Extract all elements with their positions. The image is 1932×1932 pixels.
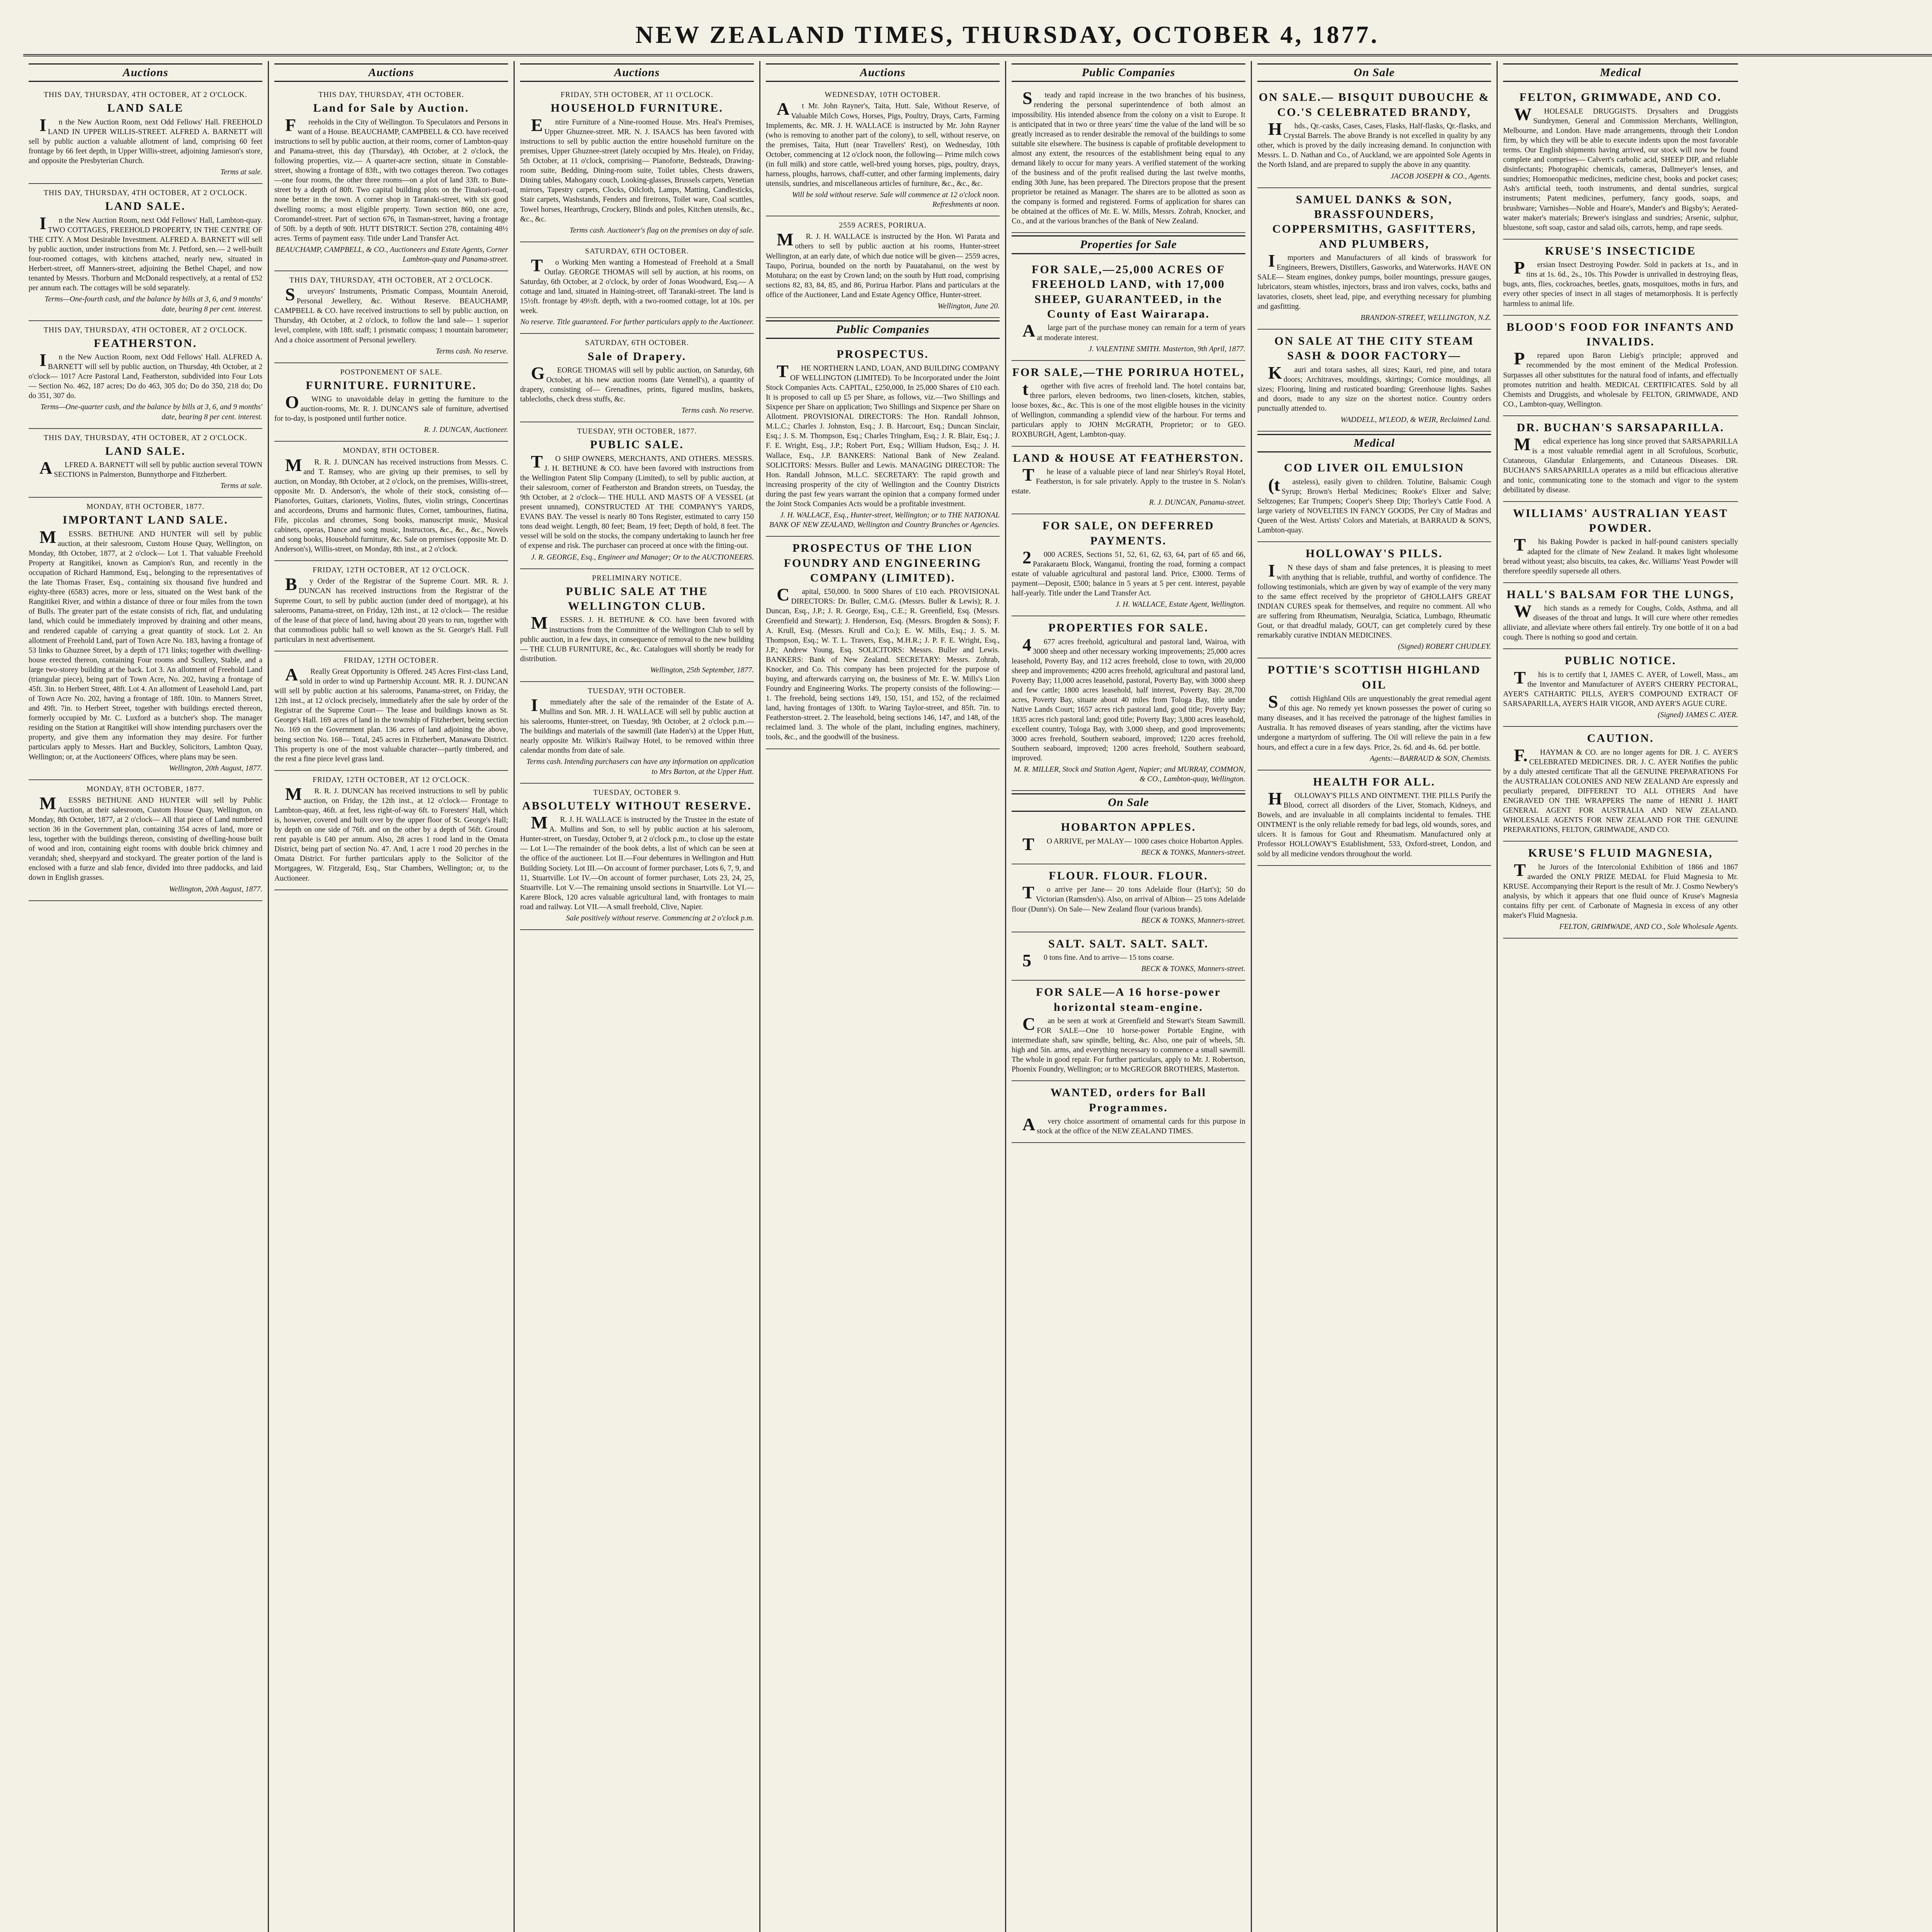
ad-signature: Sale positively without reserve. Commencing at 2 o'clock p.m. xyxy=(566,914,754,922)
ad-title: COD LIVER OIL EMULSION xyxy=(1284,461,1464,474)
section-heading: Auctions xyxy=(29,63,262,82)
ad-body: Persian Insect Destroying Powder. Sold in packets at 1s., and in tins at 1s. 6d., 2s., 10s. This Powder is unrivalled in destroying fleas, bugs, ants, flies, cockroaches, beetles, gnats, mosquitoes, moths in furs, and every other species of insect in all stages of metamorphosis. It is perfectly harmless to animal life. xyxy=(1503,258,1738,308)
ad-title: FELTON, GRIMWADE, AND CO. xyxy=(1519,91,1722,104)
ad-body: Freeholds in the City of Wellington. To Speculators and Persons in want of a House. BEAUCHAMP, CAMPBELL & CO. have received instructions to sell by public auction, at their rooms, corner of Lambton-quay and Panama-street, this day (Thursday), 4th October, at 2 o'clock, the following properties, viz.— A quarter-acre section, situate in Constable-street, showing a frontage of 83ft., with two cottages thereon. Two cottages—one four rooms, the other three rooms—on a plot of land 33ft. to Bute-street by a depth of 80ft. Two capital building plots on the Tinakori-road, none better in the town. A corner shop in Taranaki-street, with six good dwelling rooms; a most eligible property. Town section 860, one acre, Coromandel-street. Part of section 676, in Tasman-street, having a frontage of 50ft. by a depth of 90ft. HUTT DISTRICT. Section 278, containing 48½ acres. Terms of payment easy. Title under Land Transfer Act. xyxy=(274,115,508,243)
ad-signature: J. VALENTINE SMITH. Masterton, 9th April, 1877. xyxy=(1088,345,1245,353)
ad-body: 2000 ACRES, Sections 51, 52, 61, 62, 63, 64, part of 65 and 66, Parakaraetu Block, Wanganui, fronting the road, forming a compact estate of valuable agricultural and pastoral land. Price, £3000. Terms of payment—Deposit, £500; balance in 5 years at 5 per cent. interest, payable half-yearly. Title under the Land Transfer Act. xyxy=(1012,548,1245,598)
ad-dateline: THIS DAY, THURSDAY, 4TH OCTOBER. xyxy=(318,91,464,99)
ad-body: In the New Auction Room, next Odd Fellows' Hall. FREEHOLD LAND IN UPPER WILLIS-STREET. ALFRED A. BARNETT will sell by public auction a valuable allotment of land, comprising 60 feet frontage by 66 feet depth, in Upper Willis-street, adjoining Jamieson's store, and opposite the Presbyterian Church. xyxy=(29,115,262,165)
section-heading: On Sale xyxy=(1012,793,1245,812)
ad-title: PROSPECTUS OF THE LION FOUNDRY AND ENGINEERING COMPANY (LIMITED). xyxy=(784,542,982,584)
ad-signature: Terms cash. Intending purchasers can have any information on application to Mrs Barton, at the Upper Hutt. xyxy=(526,758,754,776)
ad-signature: JACOB JOSEPH & CO., Agents. xyxy=(1390,172,1491,180)
advertisement xyxy=(29,780,262,901)
advertisement xyxy=(1257,188,1491,330)
ad-title: FOR SALE,—25,000 ACRES OF FREEHOLD LAND, with 17,000 SHEEP, GUARANTEED, in the County of East Wairarapa. xyxy=(1032,263,1225,321)
ad-dateline: TUESDAY, 9TH OCTOBER. xyxy=(588,687,686,695)
ad-title: KRUSE'S INSECTICIDE xyxy=(1545,244,1696,257)
ad-body: 4677 acres freehold, agricultural and pastoral land, Wairoa, with 3000 sheep and other necessary working improvements; 25,000 acres leasehold, Poverty Bay, and 112 acres freehold, close to town, with 20,000 sheep and improvements; 4200 acres freehold, agricultural and pastoral land, Poverty Bay; 11,000 acres leasehold, pastoral, Poverty Bay, with 3000 sheep and few cattle; 1800 acres leasehold, half interest, Poverty Bay. 28,700 acres, Poverty Bay, situate about 40 miles from Tologa Bay, title under Native Lands Court; 1657 acres rich pastoral land, good title; Poverty Bay; 1835 acres rich pastoral land; good title; Poverty Bay; 3,800 acres leasehold, excellent country, Tologa Bay, with 3,000 sheep, and good improvements; 3000 acres freehold, Southern seaboard, improved; 1220 acres freehold, Southern seaboard, improved; 1200 acres freehold, Southern seaboard, improved. xyxy=(1012,634,1245,762)
ad-body: Kauri and totara sashes, all sizes; Kauri, red pine, and totara doors; Architraves, mouldings, skirtings; Cornice mouldings, all sizes; Flooring, lining and rusticated boarding; Greenhouse lights. Sashes and doors, made to any size on the shortest notice. Country orders punctually attended to. xyxy=(1257,362,1491,413)
ad-body: WHOLESALE DRUGGISTS. Drysalters and Druggists Sundrymen, General and Commission Merchants, Wellington, Melbourne, and London. Have made arrangements, through their London firm, by which they will be able to execute indents upon the most favorable terms. Our English shipments having arrived, our stock will now be found complete and comprises— Calvert's carbolic acid, SHEEP DIP, and reliable disinfectants; Photographic chemicals, cameras, Dallmeyer's lenses, and sundries; Homoeopathic medicines, medicine chest, books and pocket cases; Ash's artificial teeth, tooth instruments, and dental sundries, surgical instruments; Patent medicines, perfumery, fancy goods, soaps, and brushware; Varnishes—Noble and Hoare's, Mander's and Bigsby's; Aerated-water maker's materials; Brewer's isinglass and sundries; Arsenic, sulphur, bluestone, soft soap, castor and salad oils, carrots, hemp, and rape seeds. xyxy=(1503,104,1738,232)
advertisement xyxy=(1503,240,1738,316)
advertisement xyxy=(1012,932,1245,981)
advertisement xyxy=(1257,330,1491,432)
advertisement xyxy=(1012,361,1245,447)
ad-body: F.HAYMAN & CO. are no longer agents for DR. J. C. AYER'S CELEBRATED MEDICINES. DR. J. C. AYER Notifies the public by a duly attested certificate That all the GENUINE PREPARATIONS For the AUSTRALIAN COLONIES AND NEW ZEALAND Are expressly and peculiarly prepared, DIFFERENT TO ALL OTHERS And have ENGRAVED ON THE WRAPPERS The name of HENRI J. HART GENERAL AGENT FOR AUSTRALIA AND NEW ZEALAND. WHOLESALE AGENTS FOR NEW ZEALAND FOR THE GENUINE PREPARATIONS, FELTON, GRIMWADE, AND CO. xyxy=(1503,745,1738,834)
advertisement xyxy=(1503,86,1738,239)
ad-dateline: FRIDAY, 5TH OCTOBER, AT 11 O'CLOCK. xyxy=(560,91,714,99)
ad-body: ALFRED A. BARNETT will sell by public auction several TOWN SECTIONS in Palmerston, Bunnythorpe and Fitzherbert. xyxy=(39,458,262,479)
ad-body: MR. J. H. WALLACE is instructed by the Hon. Wi Parata and others to sell by public auction at his rooms, Hunter-street Wellington, at an early date, of which due notice will be given— 2559 acres, Taupo, Porirua, bounded on the north by Pauatahanui, on the west by Motuhara; on the east by Crown land; on the south by Hutt road, comprising sections 82, 83, 84, 85, and 86, Porirua Harbor. Plans and particulars at the office of the Auctioneer, Land and Estate Agency Office, Hunter-street. xyxy=(766,230,1000,299)
ad-title: LAND SALE. xyxy=(105,444,186,457)
ad-dateline: PRELIMINARY NOTICE. xyxy=(592,574,682,582)
advertisement xyxy=(1503,416,1738,502)
column-7 xyxy=(1498,61,1743,1932)
ad-dateline: TUESDAY, OCTOBER 9. xyxy=(593,788,681,797)
advertisement xyxy=(1012,1081,1245,1143)
advertisement xyxy=(1012,258,1245,361)
ad-body: Avery choice assortment of ornamental cards for this purpose in stock at the office of the NEW ZEALAND TIMES. xyxy=(1022,1114,1245,1136)
ad-body: This is to certify that I, JAMES C. AYER, of Lowell, Mass., am the Inventor and Manufacturer of AYER'S CHERRY PECTORAL, AYER'S CATHARTIC PILLS, AYER'S COMPOUND EXTRACT OF SARSAPARILLA, AYER'S HAIR VIGOR, AND AYER'S AGUE CURE. xyxy=(1503,667,1738,708)
advertisement xyxy=(274,86,508,271)
ad-body: In the New Auction Room, next Odd Fellows' Hall. ALFRED A. BARNETT will sell by public auction, on Thursday, 4th October, at 2 o'clock— 1017 Acre Pastoral Land, Featherston, subdivided into Four Lots— Section No. 462, 187 acres; Do do 463, 305 do; Do do 350, 218 do; Do do 351, 307 do. xyxy=(29,350,262,400)
ad-title: FOR SALE—A 16 horse-power horizontal steam-engine. xyxy=(1036,986,1221,1014)
advertisement xyxy=(1257,770,1491,866)
masthead: NEW ZEALAND TIMES, THURSDAY, OCTOBER 4, 1877. xyxy=(23,15,1932,56)
ad-title: ABSOLUTELY WITHOUT RESERVE. xyxy=(522,799,752,812)
ad-signature: Wellington, 20th August, 1877. xyxy=(169,885,262,893)
advertisement xyxy=(274,771,508,890)
ad-body: Scottish Highland Oils are unquestionably the great remedial agent of this age. No remedy yet known possesses the power of curing so many diseases, and it has received the patronage of the highest families in Australia. It has removed diseases of years standing, after the victims have undergone a martyrdom of suffering. The Oil will relieve the pain in a few hours, and effect a cure in a few days. Price, 2s. 6d. and 4s. 6d. per bottle. xyxy=(1257,692,1491,752)
ad-signature: R. J. DUNCAN, Panama-street. xyxy=(1149,498,1245,507)
advertisement xyxy=(1257,542,1491,658)
ad-dateline: FRIDAY, 12TH OCTOBER, AT 12 O'CLOCK. xyxy=(313,566,470,575)
advertisement xyxy=(1257,658,1491,770)
ad-dateline: SATURDAY, 6TH OCTOBER. xyxy=(585,339,689,347)
ad-body: (tasteless), easily given to children. Tolutine, Balsamic Cough Syrup; Brown's Herbal Medicines; Rooke's Elixer and Salve; Seltzogenes; Ear Trumpets; Cooper's Sheep Dip; Thorley's Cattle Food. A large variety of NOVELTIES IN FANCY GOODS, Per City of Madras and Queen of the West. Artists' Colors and Materials, at BARRAUD & SON'S, Lambton-quay. xyxy=(1257,474,1491,535)
ad-signature: BRANDON-STREET, WELLINGTON, N.Z. xyxy=(1361,313,1491,322)
ad-title: HOLLOWAY'S PILLS. xyxy=(1306,547,1443,560)
ad-dateline: FRIDAY, 12TH OCTOBER. xyxy=(344,656,439,665)
ad-title: WILLIAMS' AUSTRALIAN YEAST POWDER. xyxy=(1513,507,1728,535)
advertisement xyxy=(1503,583,1738,650)
ad-title: LAND & HOUSE AT FEATHERSTON. xyxy=(1013,451,1244,464)
ad-body: Importers and Manufacturers of all kinds of brasswork for Engineers, Brewers, Distillers, Gasworks, and Waterworks. HAVE ON SALE— Steam engines, donkey pumps, boiler mountings, pressure gauges, lubricators, steam whistles, injectors, brass and iron valves, cocks, baths and lavatories, closets, sheet lead, pipe, and everything necessary for plumbing and gasfitting. xyxy=(1257,251,1491,311)
advertisement xyxy=(766,343,1000,537)
ad-dateline: POSTPONEMENT OF SALE. xyxy=(340,368,442,376)
ad-title: PROPERTIES FOR SALE. xyxy=(1048,621,1209,634)
ad-body: By Order of the Registrar of the Supreme Court. MR. R. J. DUNCAN has received instructions from the Registrar of the Supreme Court, to sell by public auction (under deed of mortgage), at his salerooms, Panama-street, on Friday, 12th inst., at 12 o'clock— The residue of the lease of that piece of land, having about 20 years to run, together with that commodious public hall so well known as the St. George's Hall. Full particulars in next advertisement. xyxy=(274,574,508,644)
ad-title: FLOUR. FLOUR. FLOUR. xyxy=(1049,869,1208,882)
ad-body: Prepared upon Baron Liebig's principle; approved and recommended by the most eminent of the Medical Profession. Surpasses all other substitutes for the natural food of infants, and effectually promotes nutrition and health. MEDICAL CERTIFICATES. Sold by all Chemists and Druggists, and wholesale by FELTON, GRIMWADE, AND CO., Lambton-quay, Wellington. xyxy=(1503,349,1738,408)
ad-signature: Terms cash. No reserve. xyxy=(681,406,754,415)
ad-body: together with five acres of freehold land. The hotel contains bar, three parlors, eleven bedrooms, two linen-closets, kitchen, stables, loose boxes, &c., &c. This is one of the most eligible houses in the vicinity of Wellington, commanding a splendid view of the harbour. For terms and particulars apply to JOHN McGRATH, Proprietor; or to GEO. ROXBURGH, Agent, Lambton-quay. xyxy=(1012,379,1245,439)
ad-dateline: SATURDAY, 6TH OCTOBER. xyxy=(585,247,689,255)
ad-body: The lease of a valuable piece of land near Shirley's Royal Hotel, Featherston, is for sale privately. Apply to the trustee in S. Nolan's estate. xyxy=(1012,464,1245,496)
ad-title: ON SALE AT THE CITY STEAM SASH & DOOR FACTORY— xyxy=(1274,334,1474,362)
advertisement xyxy=(1012,514,1245,616)
column-4 xyxy=(760,61,1006,1932)
ad-title: SAMUEL DANKS & SON, BRASSFOUNDERS, COPPERSMITHS, GASFITTERS, AND PLUMBERS, xyxy=(1272,193,1476,250)
ad-signature: BECK & TONKS, Manners-street. xyxy=(1141,916,1245,925)
ad-dateline: FRIDAY, 12TH OCTOBER, AT 12 O'CLOCK. xyxy=(313,776,470,784)
ad-body: Capital, £50,000. In 5000 Shares of £10 each. PROVISIONAL DIRECTORS: Dr. Buller, C.M.G. (Messrs. Buller & Lewis); R. J. Duncan, Esq., J.P.; J. R. George, Esq., C.E.; R. Greenfield, Esq. (Messrs. Greenfield and Stewart); J. Henderson, Esq. (Messrs. Brogden & Sons); F. A. Krull, Esq. (Messrs. Krull and Co.); E. W. Mills, Esq.; J. S. M. Thompson, Esq.; W. T. L. Travers, Esq., M.H.R.; J. P. F. E. Wright, Esq., J.P.; Andrew Young, Esq. SOLICITORS: Messrs. Buller and Lewis. BANKERS: Bank of New Zealand. SECRETARY: Messrs. Zohrab, Knocker, and Co. This company has been projected for the purpose of buying, and afterwards carrying on, the business of Mr. E. W. Mills's Lion Foundry and Engineering Works. The property consists of the following:— 1. The freehold, being sections 149, 150, 151, and 152, of the reclaimed land, having frontages of 130ft. to Waring Taylor-street, and 85ft. 7in. to Featherston-street. 2. The leasehold, being sections 146, 147, and 148, of the reclaimed land. 3. The whole of the plant, including engines, machinery, tools, &c., and the goodwill of the business. xyxy=(766,585,1000,742)
advertisement xyxy=(1012,447,1245,515)
ad-dateline: MONDAY, 8TH OCTOBER, 1877. xyxy=(86,503,205,511)
column-6 xyxy=(1252,61,1498,1932)
ad-dateline: TUESDAY, 9TH OCTOBER, 1877. xyxy=(577,427,697,436)
ad-title: HOUSEHOLD FURNITURE. xyxy=(551,102,723,115)
ad-signature: R. J. DUNCAN, Auctioneer. xyxy=(424,426,508,434)
ad-title: PROSPECTUS. xyxy=(837,348,929,361)
ad-body: MR. R. J. DUNCAN has received instructions to sell by public auction, on Friday, the 12th inst., at 12 o'clock— Frontage to Lambton-quay, 46ft. at feet, less right-of-way 6ft. to Foresters' Hall, which is, however, covered and built over by the upper floor of St. George's Hall; by depth on one side of 76ft. and on the other by a depth of 56ft. Ground rent payable is £40 per annum. Also, 28 acres 1 rood land in the Omata District, being part of section No. 47. And, 1 acre 1 rood 20 perches in the Omata District. For further particulars apply to the Solicitor of the Mortgagees, W. Fitzgerald, Esq., Star Chambers, Wellington; or, to the Auctioneer. xyxy=(274,784,508,883)
ad-dateline: MONDAY, 8TH OCTOBER. xyxy=(343,447,440,455)
advertisement xyxy=(1503,502,1738,583)
ad-title: HOBARTON APPLES. xyxy=(1061,821,1196,834)
advertisement xyxy=(274,271,508,363)
ad-title: HEALTH FOR ALL. xyxy=(1313,775,1435,788)
advertisement xyxy=(1012,816,1245,864)
ad-dateline: THIS DAY, THURSDAY, 4TH OCTOBER, AT 2 O'CLOCK. xyxy=(44,91,247,99)
column-2 xyxy=(269,61,515,1932)
ad-title: ON SALE.— BISQUIT DUBOUCHE & CO.'S CELEBRATED BRANDY, xyxy=(1259,91,1490,119)
ad-signature: WADDELL, M'LEOD, & WEIR, Reclaimed Land. xyxy=(1340,415,1491,424)
ad-title: IMPORTANT LAND SALE. xyxy=(63,514,228,527)
ad-title: Sale of Drapery. xyxy=(587,350,687,363)
ad-dateline: THIS DAY, THURSDAY, 4TH OCTOBER, AT 2 O'CLOCK. xyxy=(44,434,247,442)
ad-body: MR. J. H. WALLACE is instructed by the Trustee in the estate of A. Mullins and Son, to sell by public auction at his saleroom, Hunter-street, on Tuesday, October 9, at 2 o'clock p.m., to close up the estate— Lot I.—The remainder of the book debts, a list of which can be seen at the office of the auctioneer. Lot II.—Four debentures in Wellington and Hutt Building Society. Lot III.—On account of former purchaser, Lots 6, 7, 9, and 11, Stuartville. Lot IV.—On account of former purchaser, Lots 23, 24, 25, Stuartville. Lot V.—The remaining unsold sections in Stuartville. Lot VI.—Karere Block, 120 acres valuable agricultural land, with frontages to main road and railway. Lot VII.—A small freehold, Clive, Napier. xyxy=(520,813,754,911)
ad-body: Hhds., Qr.-casks, Cases, Cases, Flasks, Half-flasks, Qr.-flasks, and Crystal Barrels. The above Brandy is not excelled in quality by any other, which is proved by the daily increasing demand. In conjunction with Messrs. L. D. Nathan and Co., of Auckland, we are appointed Sole Agents in the North Island, and are prepared to supply the above in any quantity. xyxy=(1257,119,1491,169)
ad-body: Steady and rapid increase in the two branches of his business, rendering the personal superintendence of both almost an impossibility. His intended absence from the colony on a visit to Europe. It is anticipated that in two or three years' time the value of the land will be so greatly increased as to render desirable the removal of the buildings to some suitable site elsewhere. The business is capable of profitable development to almost any extent, the resources of the establishment being equal to any demand likely to occur for many years. A verified statement of the working of the business and of the profit realised during the last twelve months, ending 30th June, has been prepared. The Directors propose that the present proprietor be retained as Manager. The shares are to be allotted as soon as the company is formed and registered. Forms of application for shares can be obtained at the offices of Mr. E. W. Mills, Messrs. Zohrab, Knocker, and Co., and at the various branches of the Bank of New Zealand. xyxy=(1012,88,1245,226)
ad-dateline: WEDNESDAY, 10TH OCTOBER. xyxy=(825,91,941,99)
ad-body: Surveyors' Instruments, Prismatic Compass, Mountain Aneroid, Personal Jewellery, &c. Without Reserve. BEAUCHAMP, CAMPBELL & CO. have received instructions to sell by public auction, on Thursday, 4th October, at 2 o'clock, to follow the land sale— 1 superior level, complete, with 18ft. staff; 1 prismatic compass; 1 mountain barometer; And a choice assortment of Personal jewellery. xyxy=(274,284,508,344)
ad-signature: Terms cash. No reserve. xyxy=(435,347,508,355)
advertisement xyxy=(520,682,754,784)
ad-dateline: 2559 ACRES, PORIRUA. xyxy=(839,221,927,230)
ad-signature: BEAUCHAMP, CAMPBELL, & CO., Auctioneers and Estate Agents, Corner Lambton-quay and Panama-street. xyxy=(276,245,508,264)
advertisement xyxy=(1503,842,1738,939)
ad-signature: BECK & TONKS, Manners-street. xyxy=(1141,848,1245,857)
ad-body: Entire Furniture of a Nine-roomed House. Mrs. Heal's Premises, Upper Ghuznee-street. MR. N. J. ISAACS has been favored with instructions to sell by public auction the entire household furniture on the premises, Upper Ghuznee-street (lately occupied by Mrs. Heale), on Friday, 5th October, at 11 o'clock, comprising— Pianoforte, Bedsteads, Drawing-room suite, Bedding, Dining-room suite, Toilet tables, Chests drawers, Dining tables, Mahogany couch, Looking-glasses, Brussels carpets, Venetian mirrors, Tapestry carpets, Clocks, Oilcloth, Lamps, Matting, Candlesticks, Stair carpets, Washstands, Fenders and fireirons, Toilet ware, Coal scuttles, Towel horses, Hearthrugs, Crockery, Blinds and poles, Kitchen utensils, &c., &c., &c. xyxy=(520,115,754,223)
advertisement xyxy=(766,216,1000,318)
ad-signature: Terms at sale. xyxy=(220,482,262,490)
ad-signature: (Signed) ROBERT CHUDLEY. xyxy=(1398,643,1491,651)
ad-title: FOR SALE,—THE PORIRUA HOTEL, xyxy=(1012,366,1245,379)
ad-title: KRUSE'S FLUID MAGNESIA, xyxy=(1528,847,1713,860)
advertisement xyxy=(520,569,754,682)
ad-body: At Mr. John Rayner's, Taita, Hutt. Sale, Without Reserve, of Valuable Milch Cows, Horses, Pigs, Poultry, Drays, Carts, Farming Implements, &c. MR. J. H. WALLACE is instructed by Mr. John Rayner (who is removing to another part of the colony), to sell, without reserve, on the premises, Taita, Hutt (near Travellers' Rest), on Wednesday, 10th October, commencing at 12 o'clock noon, the following— Prime milch cows (in full milk) and store cattle, well-bred young horses, pigs, poultry, drays, harness, ploughs, harrows, chaff-cutter, and other farming implements, dairy utensils, sundries, and miscellaneous articles of furniture, &c., &c., &c. xyxy=(766,99,1000,188)
advertisement xyxy=(1012,864,1245,932)
ad-title: FURNITURE. FURNITURE. xyxy=(306,379,477,392)
ad-title: LAND SALE xyxy=(107,102,184,115)
column-1 xyxy=(23,61,269,1932)
advertisement xyxy=(520,86,754,242)
ad-body: HOLLOWAY'S PILLS AND OINTMENT. THE PILLS Purify the Blood, correct all disorders of the Liver, Stomach, Kidneys, and Bowels, and are invaluable in all complaints incidental to females. THE OINTMENT is the only reliable remedy for bad legs, old wounds, sores, and ulcers. It is famous for Gout and Rheumatism. Manufactured only at Professor HOLLOWAY'S Establishment, 533, Oxford-street, London, and sold by all medicine vendors throughout the world. xyxy=(1257,789,1491,858)
ad-signature: Terms—One-fourth cash, and the balance by bills at 3, 6, and 9 months' date, bearing 8 per cent. interest. xyxy=(44,295,262,313)
advertisement xyxy=(1503,727,1738,842)
ad-signature: J. H. WALLACE, Esq., Hunter-street, Wellington; or to THE NATIONAL BANK OF NEW ZEALAND, Wellington and Country Branches or Agencies. xyxy=(769,511,1000,529)
ad-body: OWING to unavoidable delay in getting the furniture to the auction-rooms, Mr. R. J. DUNCAN'S sale of furniture, advertised for to-day, is postponed until further notice. xyxy=(274,392,508,423)
advertisement xyxy=(766,86,1000,216)
column-5 xyxy=(1006,61,1252,1932)
ad-body: In the New Auction Room, next Odd Fellows' Hall, Lambton-quay. TWO COTTAGES, FREEHOLD PROPERTY, IN THE CENTRE OF THE CITY. A Most Desirable Investment. ALFRED A. BARNETT will sell by public auction, under instructions from Mr. J. Petford, sen.— 2 well-built four-roomed cottages, with kitchens attached, nearly new, situated in Herbert-street, off Manners-street, adjoining the Bethel Chapel, and now tenanted by Messrs. Thorburn and McDonald respectively, at a rental of £52 per annum each. The cottages will be sold separately. xyxy=(29,213,262,293)
ad-body: MESSRS. J. H. BETHUNE & CO. have been favored with instructions from the Committee of the Wellington Club to sell by public auction, in a few days, in consequence of removal to the new building— THE CLUB FURNITURE, &c., &c. Catalogues will shortly be ready for distribution. xyxy=(520,613,754,663)
ad-signature: Terms—One-quarter cash, and the balance by bills at 3, 6, and 9 months' date, bearing 8 per cent. interest. xyxy=(40,403,262,421)
ad-body: TO ARRIVE, per MALAY— 1000 cases choice Hobarton Apples. xyxy=(1022,834,1244,854)
ad-signature: Wellington, 25th September, 1877. xyxy=(650,666,754,674)
advertisement xyxy=(766,537,1000,749)
ad-title: LAND SALE. xyxy=(105,200,186,213)
section-heading: Medical xyxy=(1503,63,1738,82)
advertisement xyxy=(29,321,262,429)
ad-body: To arrive per Jane— 20 tons Adelaide flour (Hart's); 50 do Victorian (Ramsden's). Also, on arrival of Albion— 25 tons Adelaide flour (Dunn's). On Sale— New Zealand flour (various brands). xyxy=(1012,883,1245,913)
ad-signature: Agents:—BARRAUD & SON, Chemists. xyxy=(1369,754,1491,763)
ad-body: GEORGE THOMAS will sell by public auction, on Saturday, 6th October, at his new auction rooms (late Vennell's), a quantity of drapery, consisting of— Grenadines, prints, figured muslins, baskets, tablecloths, check dress stuffs, &c. xyxy=(520,363,754,404)
advertisement xyxy=(274,442,508,561)
section-heading: Properties for Sale xyxy=(1012,235,1245,254)
section-heading: Auctions xyxy=(766,63,1000,82)
advertisement xyxy=(274,561,508,651)
ad-signature: J. H. WALLACE, Estate Agent, Wellington. xyxy=(1115,600,1245,609)
ad-title: Land for Sale by Auction. xyxy=(313,102,469,115)
ad-signature: Wellington, 20th August, 1877. xyxy=(169,764,262,772)
ad-body: MR. R. J. DUNCAN has received instructions from Messrs. C. and T. Ramsey, who are giving up their premises, to sell by auction, on Monday, 8th October, at 2 o'clock, on the premises, Willis-street, opposite Mr. D. Anderson's, the whole of their stock, consisting of— Pianofortes, Guitars, clarionets, Violins, flutes, violin strings, Concertinas and accordeons, Drums and harmonic flutes, Cornet, tambourines, fiatina, Fife, piccolas and chromes, Song books, manuscript music, Musical cabinets, operas, Dance and song music, Instructors, &c., &c., &c., Novels and song books, Household furniture, &c. Sale on premises (opposite Mr. D. Anderson's), Willis-street, on Monday, 8th inst., at 2 o'clock. xyxy=(274,455,508,554)
ad-title: HALL'S BALSAM FOR THE LUNGS, xyxy=(1507,588,1735,601)
ad-body: MESSRS BETHUNE AND HUNTER will sell by Public Auction, at their salesroom, Custom House Quay, Wellington, on Monday, 8th October, 1877, at 2 o'clock— All that piece of Land numbered section 36 in the Government plan, containing 354 acres of land, more or less, together with the buildings thereon, consisting of dwelling-house built of wood and iron, containing eight rooms with double brick chimney and verandah; shed, sheepyard and stockyard. The greater portion of the land is enclosed with a furze and slab fence, divided into three paddocks, and laid down in English grasses. xyxy=(29,793,262,882)
advertisement xyxy=(520,242,754,334)
advertisement xyxy=(1012,616,1245,791)
ad-signature: (Signed) JAMES C. AYER. xyxy=(1657,711,1738,719)
ad-title: PUBLIC SALE. xyxy=(590,438,684,451)
ad-dateline: MONDAY, 8TH OCTOBER, 1877. xyxy=(86,785,205,793)
ad-signature: M. R. MILLER, Stock and Station Agent, Napier; and MURRAY, COMMON, & CO., Lambton-quay, Wellington. xyxy=(1014,765,1245,783)
advertisement xyxy=(274,363,508,442)
ad-signature: FELTON, GRIMWADE, AND CO., Sole Wholesale Agents. xyxy=(1559,923,1738,931)
section-heading: Auctions xyxy=(274,63,508,82)
ad-title: POTTIE'S SCOTTISH HIGHLAND OIL xyxy=(1267,663,1481,691)
ad-signature: Terms at sale. xyxy=(220,168,262,177)
advertisement xyxy=(29,498,262,780)
advertisement xyxy=(1257,86,1491,188)
ad-signature: No reserve. Title guaranteed. For further particulars apply to the Auctioneer. xyxy=(520,318,754,327)
ad-body: Which stands as a remedy for Coughs, Colds, Asthma, and all diseases of the throat and lungs. It will cure where other remedies alliviate, and alleviate where others fail entirely. Try one bottle of it on a bad cough. There is nothing so good and certain. xyxy=(1503,601,1738,642)
advertisement xyxy=(1012,981,1245,1081)
ad-body: Immediately after the sale of the remainder of the Estate of A. Mullins and Son. MR. J. H. WALLACE will sell by public auction at his salerooms, Hunter-street, on Tuesday, 9th October, at 2 o'clock p.m.— The buildings and materials of the sawmill (late Haden's) at the Upper Hutt, nearly opposite Mr. Wilkin's Railway Hotel, to be removed within three calendar months from date of sale. xyxy=(520,695,754,755)
ad-dateline: THIS DAY, THURSDAY, 4TH OCTOBER, AT 2 O'CLOCK. xyxy=(289,276,493,285)
ad-body: TO SHIP OWNERS, MERCHANTS, AND OTHERS. MESSRS. J. H. BETHUNE & CO. have been favored with instructions from the Wellington Patent Slip Company (Limited), to sell by public auction, at their salesroom, corner of Featherston and Brandon streets, on Tuesday, the 9th October, at 2 o'clock— THE HULL AND MASTS OF A VESSEL (at present unnamed), CONSTRUCTED AT THE COMPANY'S YARDS, EVANS BAY. The vessel is nearly 80 Tons Register, estimated to carry 150 tons dead weight. Length, 80 feet; Beam, 19 feet; Depth of hold, 8 feet. The vessel will be sold on the stocks, the company undertaking to launch her free of expense and risk. The purchaser can proceed at once with the fitting-out. xyxy=(520,451,754,550)
ad-signature: Terms cash. Auctioneer's flag on the premises on day of sale. xyxy=(570,226,754,235)
section-heading: Public Companies xyxy=(766,320,1000,339)
advertisement xyxy=(29,86,262,184)
ad-body: AReally Great Opportunity is Offered. 245 Acres First-class Land, sold in order to wind up Partnership Account. MR. R. J. DUNCAN will sell by public auction at his salerooms, Panama-street, on Friday, the 12th inst., at 12 o'clock precisely, immediately after the sale by order of the Registrar of the Supreme Court— The lease and buildings known as St. George's Hall. 169 acres of land in the township of Fitzherbert, being section No. 169 on the Government plan. 136 acres of land adjoining the above, being section No. 168— Total, 245 acres in Fitzherbert, Manawatu District. This property is one of the most valuable character—partly timbered, and the rest a fine piece level grass land. xyxy=(274,665,508,763)
advertisement xyxy=(520,784,754,930)
advertisement xyxy=(1257,456,1491,542)
ad-body: IN these days of sham and false pretences, it is pleasing to meet with anything that is reliable, truthful, and worthy of confidence. The following testimonials, which are given by way of example of the very many to the same effect received by the proprietor of GHOLLAH'S GREAT INDIAN CURES speak for themselves, and require no comment. All who are suffering from Rheumatism, Neuralgia, Sciatica, Lumbago, Rheumatic Gout, or that dreadful malady, GOUT, can get completely cured by these remarkably curative INDIAN MEDICINES. xyxy=(1257,560,1491,640)
columns xyxy=(23,61,1932,1932)
ad-title: DR. BUCHAN'S SARSAPARILLA. xyxy=(1517,421,1725,434)
ad-title: FOR SALE, ON DEFERRED PAYMENTS. xyxy=(1043,519,1214,547)
advertisement xyxy=(1503,316,1738,416)
ad-dateline: THIS DAY, THURSDAY, 4TH OCTOBER, AT 2 O'CLOCK. xyxy=(44,326,247,334)
ad-body: Medical experience has long since proved that SARSAPARILLA is a most valuable remedial agent in all Scrofulous, Scorbutic, Cutaneous, Glandular Enlargements, and Cutaneous Diseases. DR. BUCHAN'S SARSAPARILLA operates as a mild but efficacious alterative and tonic, communicating tone to the stomach and vigor to the system debilitated by disease. xyxy=(1503,434,1738,494)
ad-body: 50 tons fine. And to arrive— 15 tons coarse. xyxy=(1022,951,1174,971)
ad-body: To Working Men wanting a Homestead of Freehold at a Small Outlay. GEORGE THOMAS will sell by auction, at his rooms, on Saturday, 6th October, at 2 o'clock, by order of Jonas Woodward, Esq.— A cottage and land, situated in Haining-street, off Taranaki-street. The land is 15½ft. frontage by 49½ft. depth, with a two-roomed cottage, lot at 10s. per week. xyxy=(520,255,754,315)
ad-title: SALT. SALT. SALT. SALT. xyxy=(1048,937,1209,950)
ad-title: WANTED, orders for Ball Programmes. xyxy=(1050,1086,1207,1114)
advertisement xyxy=(1012,86,1245,233)
ad-title: BLOOD'S FOOD FOR INFANTS AND INVALIDS. xyxy=(1506,320,1735,348)
advertisement xyxy=(1503,649,1738,727)
ad-title: PUBLIC SALE AT THE WELLINGTON CLUB. xyxy=(566,585,708,613)
advertisement xyxy=(520,334,754,422)
advertisement xyxy=(29,184,262,321)
column-3 xyxy=(515,61,760,1932)
advertisement xyxy=(29,429,262,498)
ad-body: The Jurors of the Intercolonial Exhibition of 1866 and 1867 awarded the ONLY PRIZE MEDAL for Fluid Magnesia to Mr. KRUSE. Accompanying their Report is the result of Mr. J. Cosmo Newbery's analysis, by which it appears that one fluid ounce of Kruse's Magnesia contains fifty per cent. of Carbonate of Magnesia in excess of any other maker's Fluid Magnesia. xyxy=(1503,860,1738,920)
section-heading: Medical xyxy=(1257,434,1491,452)
ad-signature: J. R. GEORGE, Esq., Engineer and Manager; Or to the AUCTIONEERS. xyxy=(531,553,754,561)
ad-title: FEATHERSTON. xyxy=(94,337,197,350)
ad-body: MESSRS. BETHUNE AND HUNTER will sell by public auction, at their salesroom, Custom House Quay, Wellington, on Monday, 8th October, 1877, at 2 o'clock— Lot 1. That valuable Freehold Property at Rangitikei, known as Campion's Run, and recently in the occupation of Richard Hammond, Esq., belonging to the representatives of the late Thomas Fraser, Esq., containing six thousand five hundred and eighty-three (6583) acres, more or less, situated on the West bank of the Rangitikei River, and within a distance of three or four miles from the town of Bulls. The greater part of the estate consists of rich, flat, and undulating land, which could be immediately improved by draining and other means, and rendered capable of carrying a great quantity of stock. Lot 2. An allotment of Freehold Land, part of Town Acre No. 183, having a frontage of 53 links to Ghuznee Street, by a depth of 171 links; together with dwelling-house erected thereon, containing Four rooms and Scullery, Stable, and a large two-storey building at the back. Lot 3. An allotment of Freehold Land (triangular piece), being part of Town Acre, No. 202, having a frontage of 45ft. 3in. to Herbert Street, 48ft. Lot 4. An allotment of Leasehold Land, part of Town Acre No. 202, having a frontage of 18ft. 10in. to Manners Street, and 49ft. 7in. to Herbert Street, together with buildings erected thereon, formerly occupied by Mr. C. Luxford as a butcher's shop. The manager residing on the Station at Rangitikei will show intending purchasers over the property, and give them any information they may desire. For further particulars apply to Messrs. Hart and Buckley, Solicitors, Lambton Quay, Wellington; or, at the Auctioneers' Offices, where plans may be seen. xyxy=(29,527,262,761)
ad-body: Can be seen at work at Greenfield and Stewart's Steam Sawmill. FOR SALE—One 10 horse-power Portable Engine, with intermediate shaft, saw spindle, belting, &c. Also, one pair of wheels, 5ft. high and 5in. arms, and everything necessary to commence a small sawmill. The whole in good repair. For further particulars, apply to Mr. J. Robertson, Phoenix Foundry, Wellington; or to McGREGOR BROTHERS, Masterton. xyxy=(1012,1014,1245,1074)
section-heading: Auctions xyxy=(520,63,754,82)
section-heading: On Sale xyxy=(1257,63,1491,82)
ad-title: PUBLIC NOTICE. xyxy=(1565,654,1677,667)
ad-dateline: THIS DAY, THURSDAY, 4TH OCTOBER, AT 2 O'CLOCK. xyxy=(44,189,247,197)
ad-body: This Baking Powder is packed in half-pound canisters specially adapted for the climate of New Zealand. It makes light wholesome bread without yeast; also biscuits, tea cakes, &c. Williams' Yeast Powder will therefore speedily supersede all others. xyxy=(1503,535,1738,575)
ad-body: THE NORTHERN LAND, LOAN, AND BUILDING COMPANY OF WELLINGTON (LIMITED). To be Incorporated under the Joint Stock Companies Acts. CAPITAL, £250,000, In 25,000 Shares of £10 each. It is proposed to call up £5 per Share, as follows, viz.—Two Shillings and Sixpence per Share on application; Two Shillings and Sixpence per Share on Allotment. PROVISIONAL DIRECTORS: The Hon. Randall Johnson, M.L.C.; Charles J. Johnston, Esq.; J. B. Harcourt, Esq.; Duncan Sinclair, Esq.; J. S. M. Thompson, Esq.; Charles Tringham, Esq.; J. R. Blair, Esq.; J. F. E. Wright, Esq., J.P.; Robert Port, Esq.; William Hudson, Esq.; J. H. Wallace, Esq., J.P. BANKERS: National Bank of New Zealand. SOLICITORS: Messrs. Buller and Lewis. MANAGING DIRECTOR: The Hon. Randall Johnson, M.L.C. SECRETARY: The rapid growth and increasing prosperity of the city of Wellington and the Country Districts during the past few years warrant the opinion that a company formed under the Joint Stock Companies Acts would be a profitable investment. xyxy=(766,361,1000,508)
section-heading: Public Companies xyxy=(1012,63,1245,82)
advertisement xyxy=(274,651,508,771)
ad-signature: BECK & TONKS, Manners-street. xyxy=(1141,965,1245,973)
ad-signature: Will be sold without reserve. Sale will commence at 12 o'clock noon. Refreshments at noon. xyxy=(792,191,1000,209)
ad-body: Alarge part of the purchase money can remain for a term of years at moderate interest. xyxy=(1022,321,1245,342)
ad-signature: Wellington, June 20. xyxy=(937,302,1000,310)
ad-title: CAUTION. xyxy=(1587,732,1654,745)
advertisement xyxy=(520,422,754,569)
